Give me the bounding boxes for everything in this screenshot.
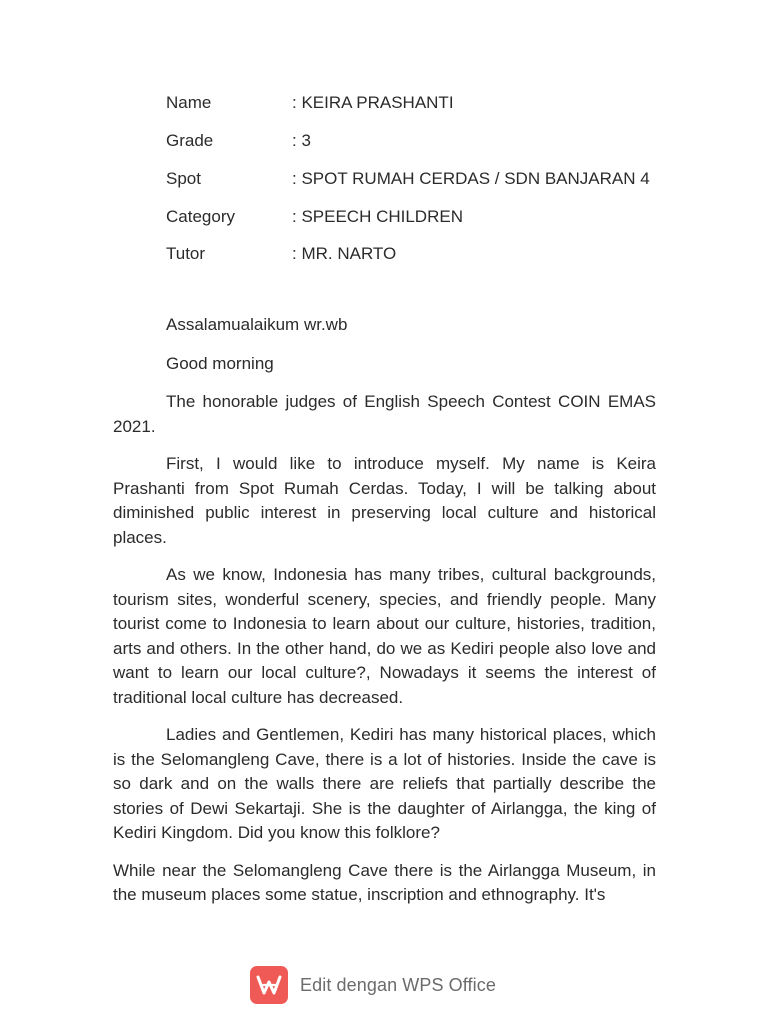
student-info-table xyxy=(166,91,686,279)
greeting-morning: Good morning xyxy=(166,353,274,373)
info-label: Tutor xyxy=(166,244,206,263)
paragraph-judges: The honorable judges of English Speech Contest COIN EMAS 2021. xyxy=(113,392,656,436)
wps-office-icon xyxy=(250,966,288,1004)
paragraph-museum: While near the Selomangleng Cave there is the Airlangga Museum, in the museum places some statue, inscription and ethnography. It's xyxy=(113,860,656,904)
wps-edit-banner[interactable] xyxy=(250,964,496,1006)
info-value: : MR. NARTO xyxy=(292,244,397,263)
paragraph-introduction: First, I would like to introduce myself. My name is Keira Prashanti from Spot Rumah Cerdas. Today, I will be talking about diminished public interest in preserving local culture and historical places. xyxy=(113,454,656,547)
info-value: : SPOT RUMAH CERDAS / SDN BANJARAN 4 xyxy=(292,169,650,188)
info-label: Grade xyxy=(166,131,214,150)
greeting-salam: Assalamualaikum wr.wb xyxy=(166,315,348,334)
info-row-grade xyxy=(166,129,686,167)
info-value: : 3 xyxy=(292,131,311,150)
paragraph-kediri: Ladies and Gentlemen, Kediri has many historical places, which is the Selomangleng Cave, there is a lot of histories. Inside the cave is so dark and on the walls there are reliefs that partially describe the stories of Dewi Sekartaji. She is the daughter of Airlangga, the king of Kediri Kingdom. Did you know this folklore? xyxy=(113,725,656,842)
info-label: Name xyxy=(166,93,212,112)
info-label: Spot xyxy=(166,169,201,188)
info-row-tutor xyxy=(166,242,686,279)
info-row-name xyxy=(166,91,686,129)
wps-edit-label: Edit dengan WPS Office xyxy=(300,974,496,995)
info-label: Category xyxy=(166,207,235,226)
paragraph-indonesia: As we know, Indonesia has many tribes, cultural backgrounds, tourism sites, wonderful scenery, species, and friendly people. Many tourist come to Indonesia to learn about our culture, histories, tradition, arts and others. In the other hand, do we as Kediri people also love and want to learn our local culture?, Nowadays it seems the interest of traditional local culture has decreased. xyxy=(113,565,656,707)
info-value: : SPEECH CHILDREN xyxy=(292,207,463,226)
speech-body xyxy=(113,313,656,921)
info-value: : KEIRA PRASHANTI xyxy=(292,93,454,112)
info-row-spot xyxy=(166,167,686,205)
info-row-category xyxy=(166,205,686,242)
